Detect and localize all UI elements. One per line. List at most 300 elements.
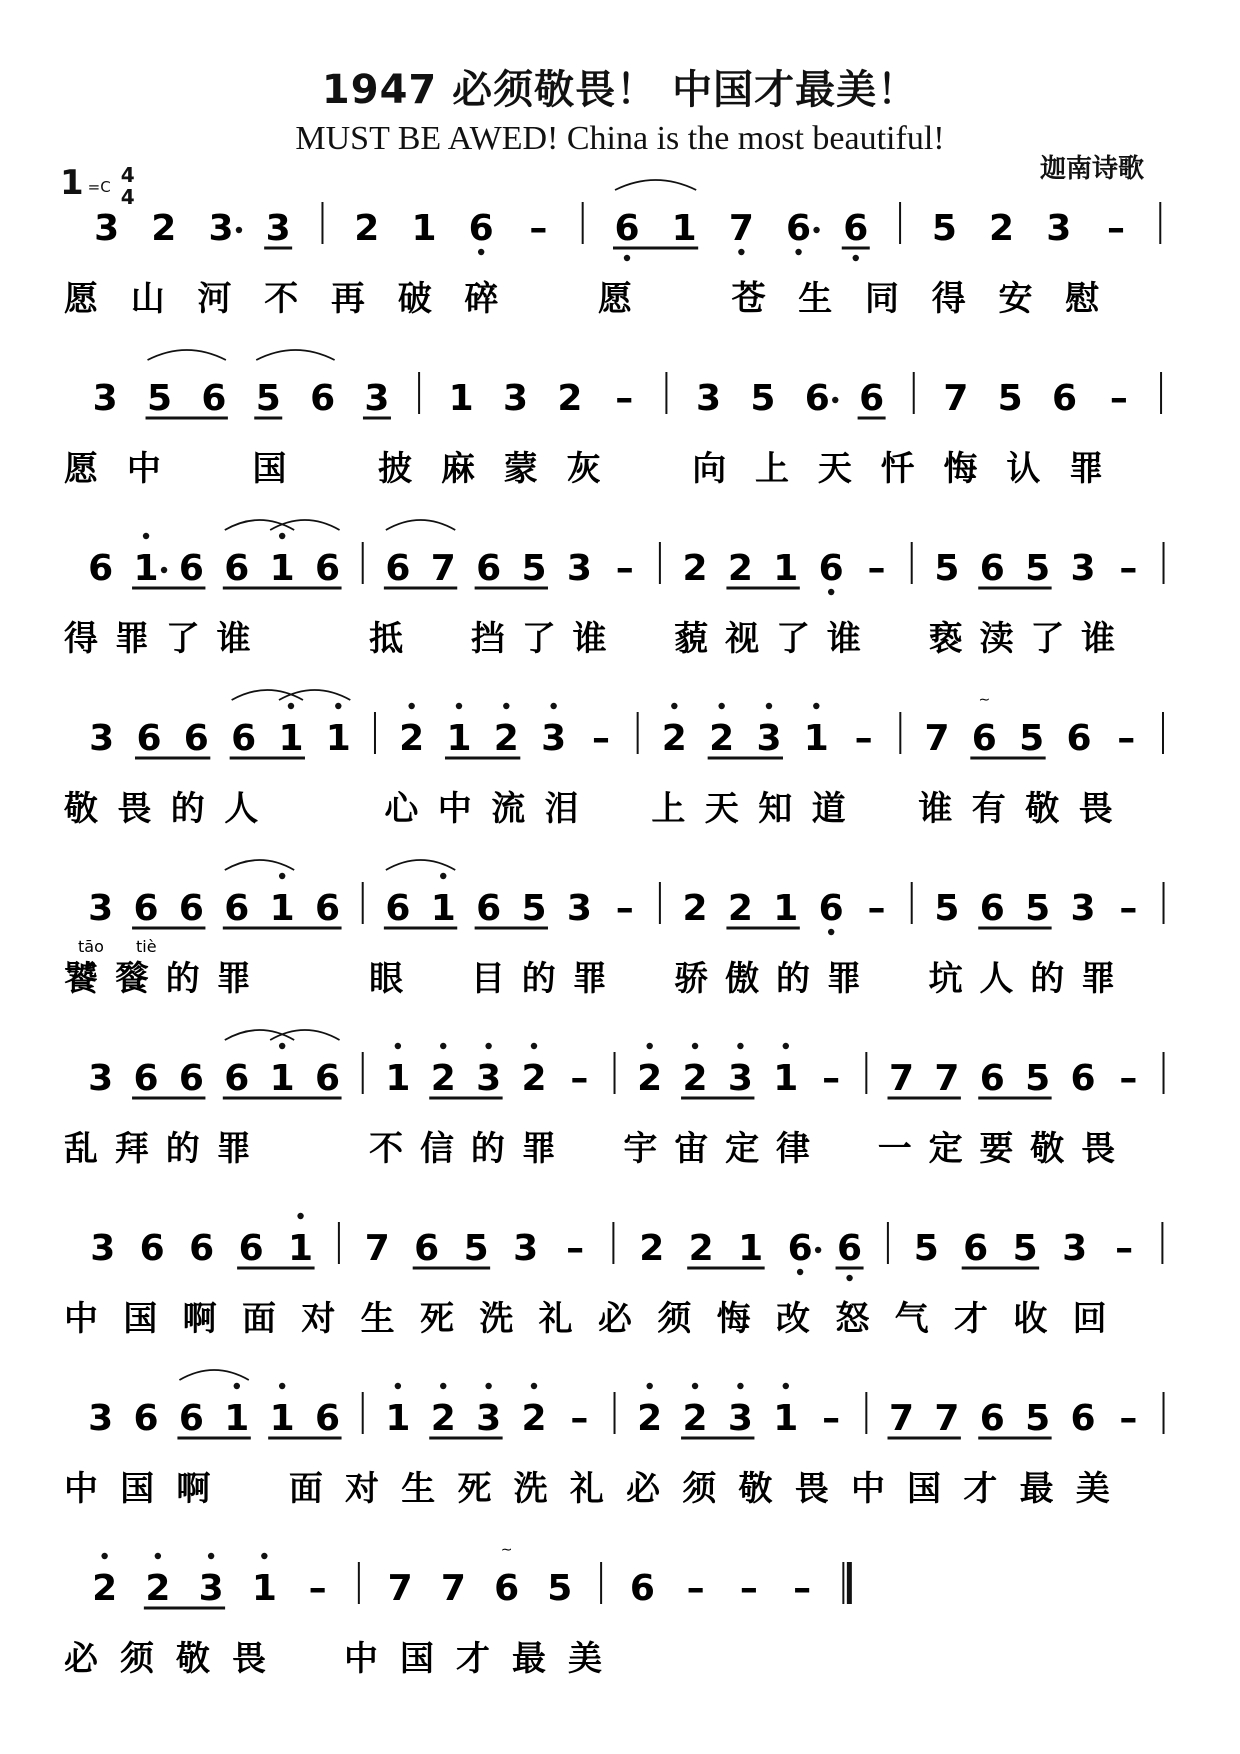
pinyin: tiè bbox=[136, 937, 157, 956]
note: 6 bbox=[231, 718, 257, 759]
octave-high-dot bbox=[550, 703, 556, 709]
lyric-char: 蒙 bbox=[503, 449, 538, 489]
dash: – bbox=[615, 378, 634, 419]
lyric-char: 再 bbox=[331, 279, 365, 319]
lyric-char: 生 bbox=[401, 1469, 436, 1509]
note: 6 bbox=[629, 1568, 655, 1609]
lyric-char: 必 bbox=[626, 1469, 661, 1509]
octave-high-dot bbox=[143, 533, 149, 539]
note: 6 bbox=[979, 548, 1005, 589]
octave-low-dot bbox=[478, 249, 484, 255]
note: 6 bbox=[133, 888, 159, 929]
note: 1 bbox=[269, 1058, 295, 1099]
lyric-char: 渎 bbox=[979, 619, 1014, 659]
octave-high-dot bbox=[766, 703, 772, 709]
note: 1 bbox=[773, 1398, 799, 1439]
octave-low-dot bbox=[853, 255, 859, 261]
note: 7 bbox=[364, 1228, 390, 1269]
lyric-char: 律 bbox=[776, 1129, 810, 1169]
lyric-char: 罪 bbox=[216, 959, 251, 999]
note: 2 bbox=[682, 888, 708, 929]
note: 7 bbox=[888, 1058, 915, 1099]
dash: – bbox=[793, 1568, 812, 1609]
lyric-char: 畏 bbox=[117, 789, 152, 829]
lyric-char: 宇 bbox=[623, 1129, 658, 1169]
lyric-char: 必 bbox=[64, 1639, 98, 1679]
lyric-char: 忏 bbox=[880, 449, 915, 489]
octave-high-dot bbox=[737, 1043, 743, 1049]
dash: – bbox=[822, 1058, 841, 1099]
lyric-char: 同 bbox=[865, 279, 899, 319]
lyric-char: 的 bbox=[165, 959, 200, 999]
note: 5 bbox=[1012, 1228, 1038, 1269]
lyric-char: 碎 bbox=[464, 279, 499, 319]
note: 1 bbox=[269, 1398, 295, 1439]
octave-low-dot bbox=[624, 255, 630, 261]
slur bbox=[386, 860, 455, 870]
key-tonic: 1 bbox=[60, 163, 84, 203]
note: 7 bbox=[440, 1568, 466, 1609]
note: 2 bbox=[354, 208, 380, 249]
lyric-char: 的 bbox=[470, 1129, 505, 1169]
lyric-char: 谁 bbox=[1081, 619, 1116, 659]
lyric-char: 山 bbox=[130, 279, 165, 319]
lyric-char: 畏 bbox=[1081, 1129, 1116, 1169]
lyric-char: 罪 bbox=[114, 619, 149, 659]
octave-high-dot bbox=[279, 533, 285, 539]
augmentation-dot bbox=[832, 397, 838, 403]
lyric-char: 谁 bbox=[826, 619, 861, 659]
lyric-char: 拜 bbox=[114, 1129, 149, 1169]
lyric-char: 人 bbox=[979, 959, 1014, 999]
dash: – bbox=[570, 1058, 589, 1099]
lyric-char: 有 bbox=[971, 789, 1006, 829]
mordent: ∼ bbox=[500, 1542, 513, 1558]
octave-high-dot bbox=[737, 1383, 743, 1389]
note: 1 bbox=[430, 888, 456, 929]
octave-high-dot bbox=[646, 1043, 652, 1049]
octave-high-dot bbox=[279, 1043, 285, 1049]
note: 6 bbox=[1070, 1398, 1096, 1439]
lyric-char: 挡 bbox=[470, 619, 505, 659]
augmentation-dot bbox=[236, 227, 242, 233]
lyric-char: 须 bbox=[120, 1639, 154, 1679]
note: 6 bbox=[468, 208, 494, 249]
note: 3 bbox=[503, 378, 529, 419]
lyric-char: 破 bbox=[397, 279, 432, 319]
lyric-char: 心 bbox=[384, 789, 419, 829]
note: 5 bbox=[147, 378, 173, 419]
note: 2 bbox=[709, 718, 735, 759]
note: 3 bbox=[94, 208, 120, 249]
lyric-char: 视 bbox=[725, 619, 760, 659]
lyric-char: 死 bbox=[457, 1469, 492, 1509]
note: 1 bbox=[411, 208, 437, 249]
composer-credit: 迦南诗歌 bbox=[1040, 154, 1145, 184]
lyric-char: 定 bbox=[725, 1129, 760, 1169]
slur bbox=[386, 520, 455, 530]
note: 6 bbox=[88, 548, 114, 589]
lyric-char: 傲 bbox=[725, 959, 760, 999]
note: 3 bbox=[89, 718, 115, 759]
slur bbox=[148, 350, 226, 360]
note: 6 bbox=[818, 548, 844, 589]
note: 7 bbox=[430, 548, 456, 589]
note: 5 bbox=[1025, 1058, 1051, 1099]
lyric-char: 才 bbox=[963, 1469, 998, 1509]
note: 5 bbox=[1019, 718, 1045, 759]
note: 6 bbox=[133, 1398, 159, 1439]
lyric-char: 愿 bbox=[64, 449, 98, 489]
note: 3 bbox=[756, 718, 782, 759]
note: 3 bbox=[541, 718, 567, 759]
note: 1 bbox=[224, 1398, 250, 1439]
note: 7 bbox=[934, 1398, 960, 1439]
note: 3 bbox=[1062, 1228, 1088, 1269]
note: 6 bbox=[1066, 718, 1092, 759]
octave-high-dot bbox=[485, 1043, 491, 1049]
note: 5 bbox=[1025, 548, 1051, 589]
slur bbox=[225, 1030, 294, 1040]
dash: – bbox=[615, 888, 634, 929]
lyric-char: 啊 bbox=[176, 1469, 211, 1509]
lyric-char: 了 bbox=[776, 619, 810, 659]
note: 1 bbox=[269, 548, 295, 589]
lyric-char: 谁 bbox=[216, 619, 251, 659]
note: 3 bbox=[566, 548, 592, 589]
lyric-char: 泪 bbox=[544, 789, 579, 829]
augmentation-dot bbox=[815, 1247, 821, 1253]
octave-high-dot bbox=[208, 1553, 214, 1559]
lyric-char: 藐 bbox=[674, 619, 709, 659]
note: 2 bbox=[430, 1398, 456, 1439]
note: 2 bbox=[521, 1058, 547, 1099]
octave-high-dot bbox=[503, 703, 509, 709]
dash: – bbox=[566, 1228, 585, 1269]
note: 7 bbox=[728, 208, 754, 249]
lyric-char: 国 bbox=[400, 1639, 434, 1679]
slur bbox=[270, 1030, 339, 1040]
note: 1 bbox=[288, 1228, 314, 1269]
lyric-char: 罪 bbox=[1081, 959, 1116, 999]
octave-low-dot bbox=[738, 249, 744, 255]
lyric-char: 悔 bbox=[943, 449, 978, 489]
lyric-char: 回 bbox=[1072, 1299, 1107, 1339]
lyric-char: 对 bbox=[301, 1299, 336, 1339]
lyric-char: 洗 bbox=[513, 1469, 548, 1509]
lyric-char: 最 bbox=[1019, 1469, 1054, 1509]
note: 6 bbox=[310, 378, 336, 419]
note: 5 bbox=[913, 1228, 939, 1269]
note: 1 bbox=[133, 548, 159, 589]
note: 3 bbox=[198, 1568, 224, 1609]
note: 2 bbox=[661, 718, 687, 759]
dash: – bbox=[867, 548, 886, 589]
note: 2 bbox=[682, 548, 708, 589]
lyric-char: 要 bbox=[979, 1129, 1014, 1169]
lyric-char: 必 bbox=[598, 1299, 632, 1339]
dash: – bbox=[1117, 718, 1136, 759]
pinyin: tāo bbox=[78, 937, 104, 956]
note: 6 bbox=[979, 888, 1005, 929]
note: 6 bbox=[843, 208, 869, 249]
dash: – bbox=[615, 548, 634, 589]
lyric-char: 亵 bbox=[928, 619, 963, 659]
lyric-char: 眼 bbox=[369, 959, 404, 999]
note: 2 bbox=[727, 888, 753, 929]
song-title: 1947 必须敬畏！ 中国才最美！ bbox=[321, 67, 919, 113]
lyric-char: 悔 bbox=[716, 1299, 751, 1339]
note: 2 bbox=[92, 1568, 118, 1609]
lyric-char: 的 bbox=[521, 959, 556, 999]
note: 5 bbox=[547, 1568, 573, 1609]
note: 5 bbox=[463, 1228, 489, 1269]
dash: – bbox=[1119, 1058, 1138, 1099]
lyric-char: 国 bbox=[252, 449, 287, 489]
lyric-char: 骄 bbox=[674, 959, 709, 999]
slur bbox=[225, 860, 294, 870]
note: 2 bbox=[688, 1228, 714, 1269]
octave-high-dot bbox=[456, 703, 462, 709]
lyric-char: 的 bbox=[165, 1129, 200, 1169]
lyric-char: 人 bbox=[224, 789, 259, 829]
lyric-char: 谁 bbox=[918, 789, 953, 829]
lyric-char: 罪 bbox=[216, 1129, 251, 1169]
slur bbox=[179, 1370, 248, 1380]
note: 6 bbox=[224, 548, 250, 589]
note: 3 bbox=[1046, 208, 1072, 249]
note: 1 bbox=[385, 1058, 411, 1099]
note: 3 bbox=[476, 1058, 502, 1099]
lyric-char: 信 bbox=[420, 1129, 454, 1169]
lyric-char: 敬 bbox=[1030, 1129, 1065, 1169]
octave-high-dot bbox=[718, 703, 724, 709]
lyric-char: 美 bbox=[568, 1639, 602, 1679]
octave-high-dot bbox=[408, 703, 414, 709]
lyric-char: 敬 bbox=[1025, 789, 1060, 829]
lyric-char: 国 bbox=[123, 1299, 158, 1339]
octave-high-dot bbox=[671, 703, 677, 709]
dash: – bbox=[570, 1398, 589, 1439]
note: 6 bbox=[787, 1228, 813, 1269]
lyric-char: 敬 bbox=[176, 1639, 210, 1679]
octave-high-dot bbox=[440, 1383, 446, 1389]
note: 2 bbox=[682, 1058, 708, 1099]
slur bbox=[256, 350, 334, 360]
octave-low-dot bbox=[846, 1275, 852, 1281]
octave-high-dot bbox=[335, 703, 341, 709]
note: 6 bbox=[971, 718, 997, 759]
lyric-char: 天 bbox=[817, 449, 852, 489]
lyric-char: 生 bbox=[798, 279, 833, 319]
dash: – bbox=[308, 1568, 327, 1609]
lyric-char: 中 bbox=[64, 1299, 98, 1339]
lyric-char: 餮 bbox=[114, 959, 149, 999]
note: 1 bbox=[325, 718, 351, 759]
note: 6 bbox=[979, 1058, 1005, 1099]
slur bbox=[279, 690, 350, 700]
lyric-char: 一 bbox=[877, 1129, 912, 1169]
note: 3 bbox=[364, 378, 390, 419]
lyric-char: 生 bbox=[360, 1299, 395, 1339]
lyric-char: 目 bbox=[470, 959, 505, 999]
note: 5 bbox=[931, 208, 957, 249]
dash: – bbox=[854, 718, 873, 759]
note: 3 bbox=[1070, 888, 1096, 929]
note: 5 bbox=[1025, 1398, 1051, 1439]
lyric-char: 得 bbox=[64, 619, 98, 659]
dash: – bbox=[529, 208, 548, 249]
note: 2 bbox=[521, 1398, 547, 1439]
lyric-char: 气 bbox=[894, 1299, 929, 1339]
note: 2 bbox=[493, 718, 519, 759]
lyric-char: 怒 bbox=[835, 1299, 870, 1339]
lyric-char: 坑 bbox=[928, 959, 963, 999]
lyric-char: 的 bbox=[776, 959, 810, 999]
note: 6 bbox=[963, 1228, 989, 1269]
octave-low-dot bbox=[828, 929, 834, 935]
dash: – bbox=[591, 718, 610, 759]
note: 1 bbox=[773, 548, 799, 589]
note: 6 bbox=[385, 548, 411, 589]
octave-high-dot bbox=[395, 1043, 401, 1049]
lyric-char: 中 bbox=[64, 1469, 98, 1509]
note: 2 bbox=[639, 1228, 665, 1269]
octave-high-dot bbox=[692, 1043, 698, 1049]
lyric-char: 才 bbox=[456, 1639, 490, 1679]
lyric-char: 灰 bbox=[566, 449, 601, 489]
note: 3 bbox=[208, 208, 234, 249]
lyric-char: 最 bbox=[512, 1639, 546, 1679]
lyric-char: 麻 bbox=[440, 449, 475, 489]
lyric-char: 乱 bbox=[64, 1129, 98, 1169]
note: 5 bbox=[934, 548, 960, 589]
note: 6 bbox=[1052, 378, 1078, 419]
lyric-char: 安 bbox=[998, 279, 1033, 319]
note: 1 bbox=[448, 378, 474, 419]
note: 6 bbox=[979, 1398, 1005, 1439]
note: 6 bbox=[315, 548, 341, 589]
lyric-char: 收 bbox=[1013, 1299, 1048, 1339]
lyric-char: 才 bbox=[954, 1299, 988, 1339]
note: 6 bbox=[189, 1228, 215, 1269]
slur bbox=[270, 520, 339, 530]
note: 3 bbox=[88, 1398, 114, 1439]
note: 6 bbox=[494, 1568, 520, 1609]
lyric-char: 敬 bbox=[64, 789, 98, 829]
lyric-char: 流 bbox=[491, 789, 526, 829]
octave-high-dot bbox=[234, 1383, 240, 1389]
note: 3 bbox=[476, 1398, 502, 1439]
dash: – bbox=[686, 1568, 705, 1609]
mordent: ∼ bbox=[978, 692, 991, 708]
note: 6 bbox=[178, 888, 204, 929]
octave-high-dot bbox=[155, 1553, 161, 1559]
lyric-char: 罪 bbox=[572, 959, 607, 999]
lyric-char: 披 bbox=[378, 449, 413, 489]
lyric-char: 定 bbox=[928, 1129, 963, 1169]
note: 3 bbox=[566, 888, 592, 929]
note: 2 bbox=[637, 1058, 663, 1099]
dash: – bbox=[1119, 548, 1138, 589]
note: 6 bbox=[224, 888, 250, 929]
slur bbox=[225, 520, 294, 530]
lyric-char: 改 bbox=[776, 1299, 810, 1339]
note: 6 bbox=[178, 548, 204, 589]
octave-high-dot bbox=[531, 1383, 537, 1389]
note: 2 bbox=[682, 1398, 708, 1439]
dash: – bbox=[1106, 208, 1125, 249]
octave-low-dot bbox=[828, 589, 834, 595]
note: 6 bbox=[476, 548, 502, 589]
note: 2 bbox=[557, 378, 583, 419]
note: 1 bbox=[773, 888, 799, 929]
note: 5 bbox=[255, 378, 281, 419]
octave-high-dot bbox=[288, 703, 294, 709]
octave-high-dot bbox=[692, 1383, 698, 1389]
note: 1 bbox=[385, 1398, 411, 1439]
lyric-char: 畏 bbox=[1078, 789, 1113, 829]
note: 5 bbox=[934, 888, 960, 929]
lyric-char: 宙 bbox=[674, 1129, 709, 1169]
lyric-char: 啊 bbox=[182, 1299, 217, 1339]
octave-high-dot bbox=[279, 873, 285, 879]
note: 1 bbox=[773, 1058, 799, 1099]
note: 3 bbox=[696, 378, 722, 419]
note: 6 bbox=[133, 1058, 159, 1099]
note: 6 bbox=[315, 1058, 341, 1099]
note: 3 bbox=[265, 208, 291, 249]
lyric-char: 认 bbox=[1006, 449, 1041, 489]
dash: – bbox=[867, 888, 886, 929]
note: 3 bbox=[727, 1398, 753, 1439]
time-signature-top: 4 bbox=[120, 163, 135, 187]
note: 3 bbox=[92, 378, 118, 419]
lyric-char: 苍 bbox=[731, 279, 766, 319]
lyric-char: 河 bbox=[197, 279, 232, 319]
lyric-char: 愿 bbox=[64, 279, 98, 319]
lyric-char: 畏 bbox=[232, 1639, 266, 1679]
lyric-char: 的 bbox=[1030, 959, 1065, 999]
song-subtitle: MUST BE AWED! China is the most beautiful! bbox=[295, 120, 945, 157]
note: 6 bbox=[183, 718, 209, 759]
dash: – bbox=[822, 1398, 841, 1439]
note: 1 bbox=[803, 718, 829, 759]
note: 6 bbox=[178, 1058, 204, 1099]
lyric-char: 不 bbox=[264, 279, 299, 319]
note: 6 bbox=[136, 718, 162, 759]
note: 1 bbox=[251, 1568, 277, 1609]
lyric-char: 上 bbox=[651, 789, 686, 829]
key-name: =C bbox=[87, 178, 111, 196]
note: 1 bbox=[278, 718, 304, 759]
note: 7 bbox=[924, 718, 950, 759]
augmentation-dot bbox=[813, 227, 819, 233]
augmentation-dot bbox=[161, 567, 167, 573]
dash: – bbox=[1115, 1228, 1134, 1269]
note: 6 bbox=[238, 1228, 264, 1269]
dash: – bbox=[1109, 378, 1128, 419]
lyric-char: 敬 bbox=[738, 1469, 773, 1509]
octave-high-dot bbox=[297, 1213, 303, 1219]
lyric-char: 须 bbox=[657, 1299, 692, 1339]
note: 6 bbox=[1070, 1058, 1096, 1099]
octave-high-dot bbox=[440, 1043, 446, 1049]
octave-high-dot bbox=[261, 1553, 267, 1559]
slur bbox=[232, 690, 303, 700]
lyric-char: 礼 bbox=[538, 1299, 573, 1339]
note: 1 bbox=[446, 718, 472, 759]
